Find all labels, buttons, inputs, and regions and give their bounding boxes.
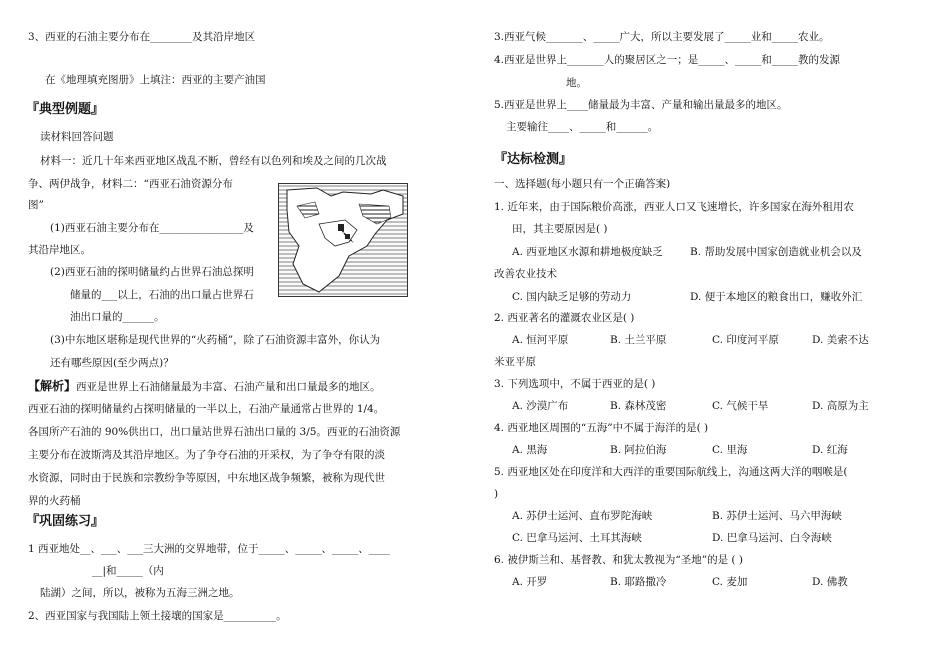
choice-q6-d: D. 佛教 [812, 576, 848, 588]
choice-q1: 1. 近年来，由于国际粮价高涨，西亚人口又飞速增长，许多国家在海外租用农 [494, 201, 854, 213]
question-2-cont2: 油出口量的______。 [70, 311, 165, 323]
analysis-line-4: 主要分布在波斯湾及其沿岸地区。为了争夺石油的开采权，为了争夺有限的淡 [28, 449, 385, 461]
question-2: (2)西亚石油的探明储量约占世界石油总探明 [50, 266, 254, 278]
choice-q1-d: D. 便于本地区的粮食出口，赚收外汇 [690, 291, 863, 303]
exercise-1: 1 西亚地处__、___、___三大洲的交界地带，位于_____、_____、_____、____ [28, 543, 390, 555]
section-typical-examples: 『典型例题』 [26, 102, 105, 117]
choice-q6-a: A. 开罗 [512, 576, 548, 588]
analysis-text: 西亚是世界上石油储量最为丰富、石油产量和出口量最多的地区。 [76, 381, 381, 393]
section-standard-test: 『达标检测』 [494, 152, 573, 167]
right-q3-climate: 3.西亚气候_______、_____广大，所以主要发展了_____业和_____农业。 [494, 31, 830, 43]
material-text-1: 材料一：近几十年来西亚地区战乱不断，曾经有以色列和埃及之间的几次战 [40, 155, 387, 167]
question-3-cont: 还有哪些原因(至少两点)？ [50, 357, 174, 369]
choice-q1-c: C. 国内缺乏足够的劳动力 [512, 291, 632, 303]
right-q5-export: 主要输往____、_____和______。 [506, 121, 659, 133]
choice-q4-d: D. 红海 [812, 444, 848, 456]
analysis-line-3: 各国所产石油的 90%供出口，出口量站世界石油出口量的 3/5。西亚的石油资源 [28, 426, 401, 438]
question-2-cont: 储量的___以上，石油的出口量占世界石 [70, 289, 254, 301]
question-1-cont: 其沿岸地区。 [28, 244, 91, 256]
choice-q4-a: A. 黑海 [512, 444, 548, 456]
choice-q2-a: A. 恒河平原 [512, 334, 569, 346]
choice-q5-a: A. 苏伊士运河、直布罗陀海峡 [512, 510, 653, 522]
choice-q3-a: A. 沙漠广布 [512, 400, 569, 412]
choice-q5: 5. 西亚地区处在印度洋和大西洋的重要国际航线上，沟通这两大洋的咽喉是( [494, 466, 848, 478]
exercise-1-cont2: 陆湖）之间，所以，被称为五海三洲之地。 [40, 587, 240, 599]
choice-q1-cont: 田，其主要原因是( ) [512, 223, 608, 235]
choice-q6-c: C. 麦加 [712, 576, 748, 588]
choice-q1-b-cont: 改善农业技术 [494, 268, 557, 280]
section-consolidation: 『巩固练习』 [26, 514, 105, 529]
choice-q2-d: D. 美索不达 [812, 334, 869, 346]
choice-q2: 2. 西亚著名的灌溉农业区是( ) [494, 312, 635, 324]
west-asia-oil-map [278, 183, 408, 297]
atlas-instruction: 在《地理填充图册》上填注：西亚的主要产油国 [45, 74, 266, 86]
analysis-line-2: 西亚石油的探明储量约占探明储量的一半以上，石油产量通常占世界的 1/4。 [28, 403, 385, 415]
choice-q4-b: B. 阿拉伯海 [610, 444, 667, 456]
exercise-2: 2、西亚国家与我国陆上领土接壤的国家是__________。 [28, 610, 287, 622]
choice-q5-d: D. 巴拿马运河、白令海峡 [712, 532, 832, 544]
question-3: (3)中东地区堪称是现代世界的“火药桶”，除了石油资源丰富外，你认为 [50, 334, 381, 346]
material-text-3: 图” [28, 199, 44, 211]
choice-q3-c: C. 气候干旱 [712, 400, 769, 412]
exercise-1-cont: __|和_____（内 [92, 565, 164, 577]
read-material-prompt: 读材料回答问题 [40, 131, 114, 143]
choice-q1-b: B. 帮助发展中国家创造就业机会以及 [690, 246, 862, 258]
choice-section-title: 一、选择题(每小题只有一个正确答案) [494, 178, 671, 190]
analysis-line-5: 水资源，同时由于民族和宗教纷争等原因，中东地区战争频繁，被称为现代世 [28, 472, 385, 484]
choice-q5-c: C. 巴拿马运河、土耳其海峡 [512, 532, 642, 544]
choice-q3-b: B. 森林茂密 [610, 400, 667, 412]
analysis-line-1 [28, 379, 381, 394]
analysis-label: 【解析】 [28, 379, 77, 393]
analysis-line-6: 界的火药桶 [28, 495, 81, 507]
material-text-2: 争、两伊战争，材料二：“西亚石油资源分布 [28, 178, 233, 190]
choice-q6-b: B. 耶路撒冷 [610, 576, 667, 588]
choice-q1-a: A. 西亚地区水源和耕地极度缺乏 [512, 246, 663, 258]
choice-q3-d: D. 高原为主 [812, 400, 869, 412]
question-1: (1)西亚石油主要分布在________________及 [50, 222, 254, 234]
q3-oil-distribution: 3、西亚的石油主要分布在________及其沿岸地区 [28, 31, 256, 43]
choice-q5-cont: ) [494, 488, 499, 500]
right-q4-cont: 地。 [566, 77, 587, 89]
choice-q2-c: C. 印度河平原 [712, 334, 779, 346]
choice-q3: 3. 下列选项中，不属于西亚的是( ) [494, 378, 656, 390]
choice-q4-c: C. 里海 [712, 444, 748, 456]
right-q5-oil: 5.西亚是世界上____储量最为丰富、产量和输出量最多的地区。 [494, 99, 788, 111]
choice-q2-d-cont: 米亚平原 [494, 356, 536, 368]
choice-q4: 4. 西亚地区周围的“五海”中不属于海洋的是( ) [494, 422, 709, 434]
choice-q2-b: B. 土兰平原 [610, 334, 667, 346]
right-q4-people: 4.西亚是世界上_______人的聚居区之一；是_____、_____和_____教的发源 [494, 54, 841, 66]
choice-q5-b: B. 苏伊士运河、马六甲海峡 [712, 510, 842, 522]
choice-q6: 6. 被伊斯兰和、基督教、和犹太教视为“圣地”的是 ( ) [494, 554, 743, 566]
